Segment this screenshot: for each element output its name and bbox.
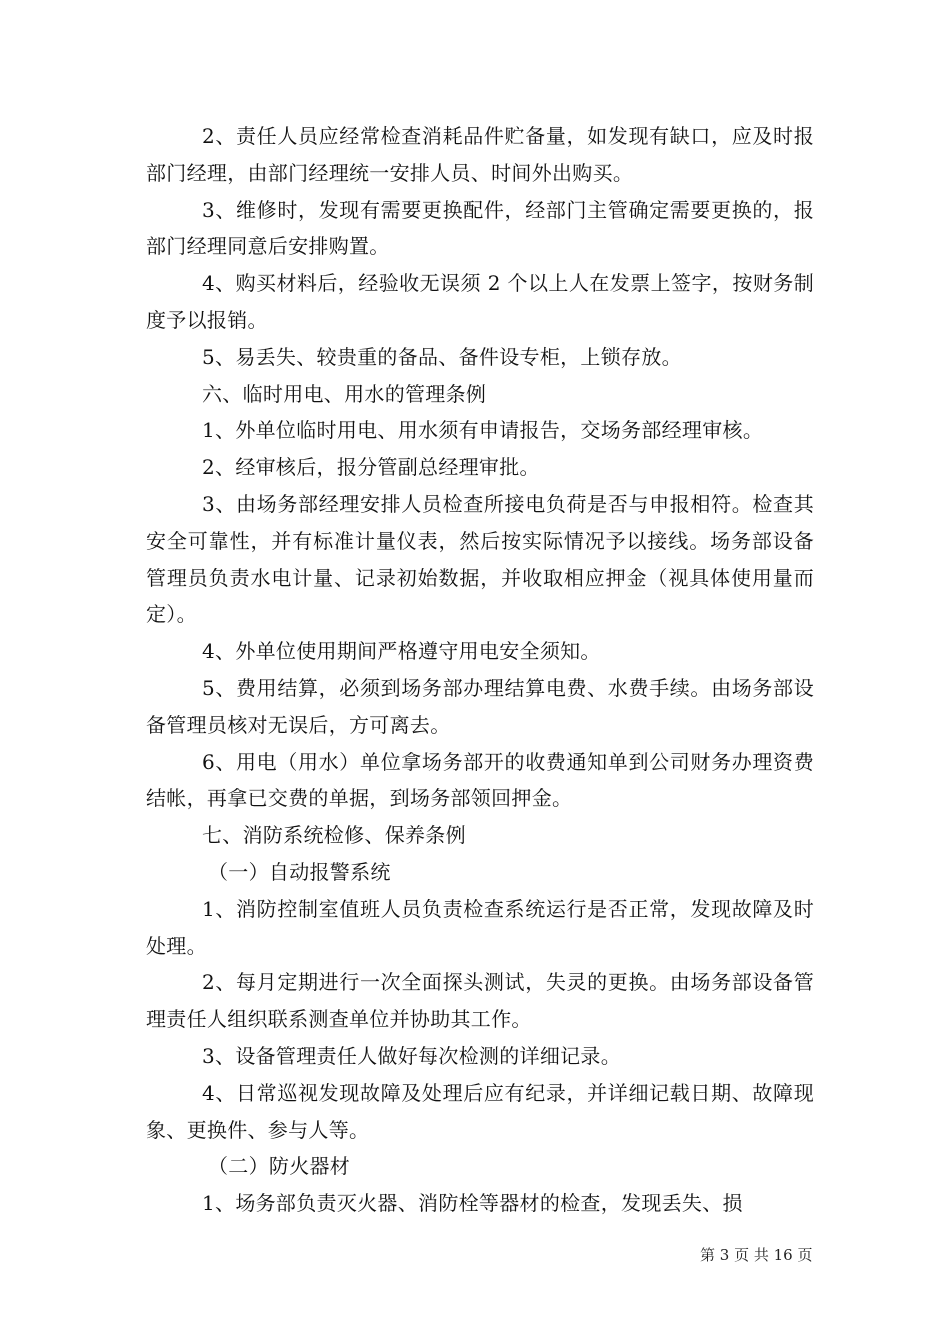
paragraph-item-4: 4、购买材料后，经验收无误须 2 个以上人在发票上签字，按财务制度予以报销。 [146, 271, 814, 332]
subsection-heading-2: （二）防火器材 [208, 1154, 351, 1179]
section-heading-6: 六、临时用电、用水的管理条例 [202, 381, 487, 406]
paragraph-s6-item-6: 6、用电（用水）单位拿场务部开的收费通知单到公司财务办理资费结帐，再拿已交费的单据，到场务部领回押金。 [146, 749, 814, 811]
paragraph-s7a-item-4: 4、日常巡视发现故障及处理后应有纪录，并详细记载日期、故障现象、更换件、参与人等。 [146, 1080, 814, 1142]
subsection-heading-1: （一）自动报警系统 [208, 859, 391, 884]
section-heading-7: 七、消防系统检修、保养条例 [202, 823, 466, 848]
paragraph-item-2: 2、责任人员应经常检查消耗品件贮备量，如发现有缺口，应及时报部门经理，由部门经理统一安排人员、时间外出购买。 [146, 124, 814, 185]
paragraph-s6-item-1: 1、外单位临时用电、用水须有申请报告，交场务部经理审核。 [202, 418, 764, 443]
paragraph-s6-item-2: 2、经审核后，报分管副总经理审批。 [202, 455, 540, 480]
paragraph-s6-item-5: 5、费用结算，必须到场务部办理结算电费、水费手续。由场务部设备管理员核对无误后，方可离去。 [146, 675, 814, 737]
document-body [146, 118, 814, 1222]
paragraph-s7a-item-3: 3、设备管理责任人做好每次检测的详细记录。 [202, 1043, 622, 1068]
page-number-footer: 第 3 页 共 16 页 [700, 1246, 813, 1264]
paragraph-s7b-item-1: 1、场务部负责灭火器、消防栓等器材的检查，发现丢失、损 [202, 1191, 743, 1216]
paragraph-item-5: 5、易丢失、较贵重的备品、备件设专柜，上锁存放。 [202, 344, 682, 369]
paragraph-s7a-item-1: 1、消防控制室值班人员负责检查系统运行是否正常，发现故障及时处理。 [146, 896, 814, 958]
paragraph-s6-item-3: 3、由场务部经理安排人员检查所接电负荷是否与申报相符。检查其安全可靠性，并有标准计量仪表，然后按实际情况予以接线。场务部设备管理员负责水电计量、记录初始数据，并收取相应押金（视具体使用量而定）。 [146, 491, 814, 627]
paragraph-item-3: 3、维修时，发现有需要更换配件，经部门主管确定需要更换的，报部门经理同意后安排购置。 [146, 197, 814, 259]
paragraph-s6-item-4: 4、外单位使用期间严格遵守用电安全须知。 [202, 639, 601, 664]
paragraph-s7a-item-2: 2、每月定期进行一次全面探头测试，失灵的更换。由场务部设备管理责任人组织联系测查单位并协助其工作。 [146, 970, 814, 1032]
